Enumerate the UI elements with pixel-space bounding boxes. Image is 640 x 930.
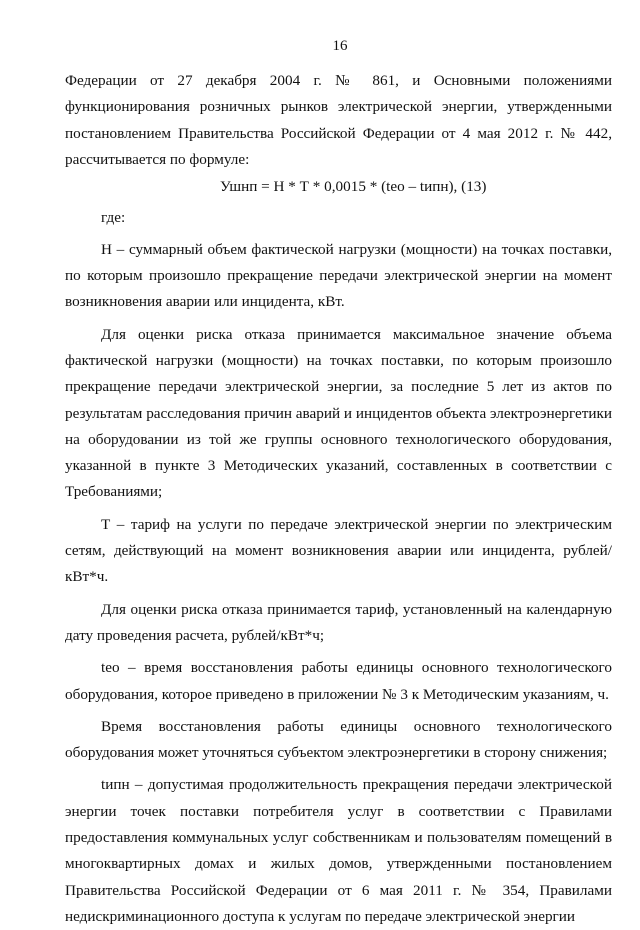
intro-paragraph: Федерации от 27 декабря 2004 г. № 861, и Основными положениями функционирования розничных рынков электрической энергии, утвержденными постановлением Правительства Российской Федерации от 4 мая 2012 г. № 442, рассчитывается по формуле: (65, 72, 612, 168)
paragraph-teo-definition: tео – время восстановления работы единицы основного технологического оборудования, которое приведено в приложении № 3 к Методическим указаниям, ч. (65, 659, 612, 703)
paragraph-n-definition: Н – суммарный объем фактической нагрузки (мощности) на точках поставки, по которым произошло прекращение передачи электрической энергии на момент возникновения аварии или инцидента, кВт. (65, 240, 612, 311)
page-number: 16 (332, 38, 348, 54)
formula: Ушнп = Н * Т * 0,0015 * (tео – tипн), (13) (220, 178, 487, 196)
where-label: где: (101, 209, 126, 227)
paragraph-tipn-definition: tипн – допустимая продолжительность прекращения передачи электрической энергии точек поставки потребителя услуг в соответствии с Правилами предоставления коммунальных услуг собственникам и пользователям помещений в многоквартирных домах и жилых домов, утвержденными постановлением Правительства Российской Федерации от 6 мая 2011 г. № 354, Правилами недискриминационного доступа к услугам по передаче электрической энергии (65, 776, 612, 925)
paragraph-n-assessment: Для оценки риска отказа принимается максимальное значение объема фактической нагрузки (мощности) на точках поставки, по которым произошло прекращение передачи электрической энергии, за последние 5 лет из актов по результатам расследования причин аварий и инцидентов объекта электроэнергетики на оборудовании из той же группы основного технологического оборудования, указанной в пункте 3 Методических указаний, составленных в соответствии с Требованиями; (65, 325, 612, 501)
paragraph-teo-refinement: Время восстановления работы единицы основного технологического оборудования может уточняться субъектом электроэнергетики в сторону снижения; (65, 717, 612, 762)
document-body (65, 68, 612, 930)
paragraph-t-assessment: Для оценки риска отказа принимается тариф, установленный на календарную дату проведения расчета, рублей/кВт*ч; (65, 600, 612, 644)
paragraph-t-definition: Т – тариф на услуги по передаче электрической энергии по электрическим сетям, действующий на момент возникновения аварии или инцидента, рублей/кВт*ч. (65, 515, 612, 586)
